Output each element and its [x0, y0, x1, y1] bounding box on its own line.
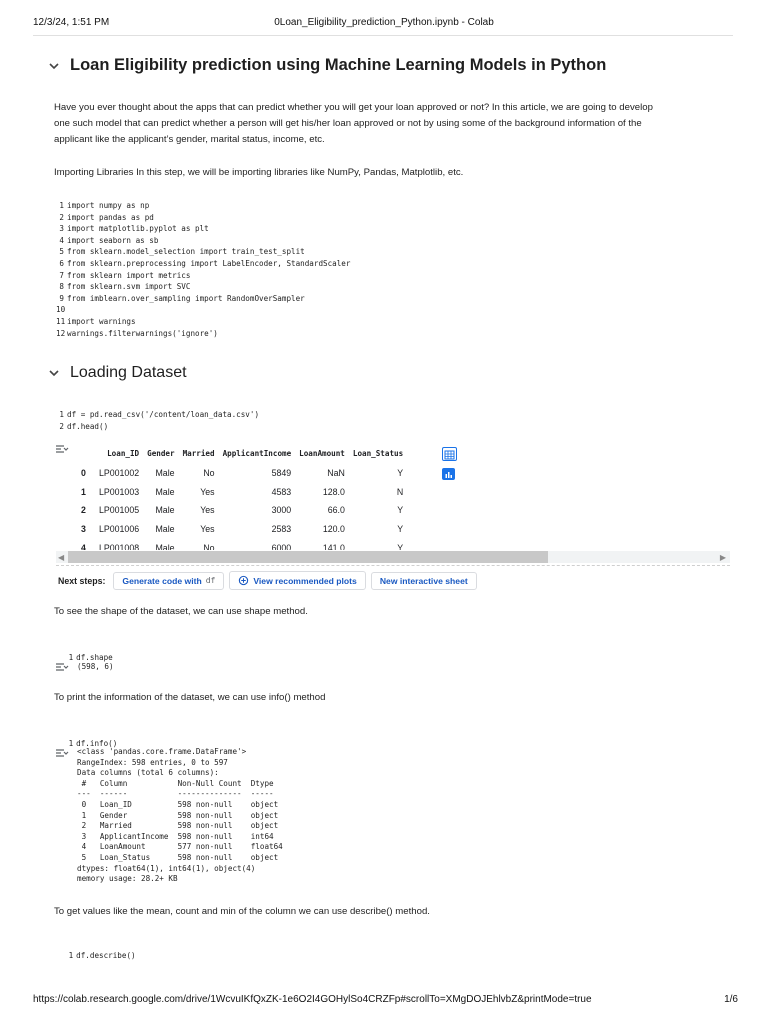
line-number: 1: [59, 410, 64, 419]
output-toggle-icon[interactable]: [55, 662, 69, 672]
divider: [56, 565, 730, 566]
line-number: 9: [59, 293, 64, 303]
print-title: 0Loan_Eligibility_prediction_Python.ipynb - Colab: [274, 17, 494, 28]
table-cell: Male: [143, 501, 178, 520]
table-cell: 66.0: [295, 501, 349, 520]
code-row: [56, 293, 350, 305]
table-cell: 4583: [219, 483, 296, 502]
section-heading-loan[interactable]: [48, 56, 606, 75]
code-cell-shape[interactable]: [56, 640, 113, 663]
shape-text: To see the shape of the dataset, we can use shape method.: [54, 606, 308, 617]
table-cell: 2583: [219, 520, 296, 539]
line-number: 1: [68, 950, 74, 960]
line-number: 7: [59, 270, 64, 280]
code-row: [56, 223, 350, 235]
table-row: [75, 538, 407, 550]
code-line: import pandas as pd: [67, 212, 154, 222]
output-line: 0 Loan_ID 598 non-null object: [77, 799, 283, 809]
table-cell: LP001006: [95, 520, 143, 539]
code-line: warnings.filterwarnings('ignore'): [67, 328, 218, 338]
new-sheet-button[interactable]: [371, 572, 477, 590]
chip-var: df: [205, 576, 216, 585]
code-row: [56, 212, 350, 224]
code-row: [56, 246, 350, 258]
line-number: 1: [68, 652, 74, 662]
line-number: 1: [59, 201, 64, 210]
line-number: 5: [59, 247, 64, 257]
code-line: from imblearn.over_sampling import RandomOverSampler: [67, 293, 305, 303]
table-cell: 2: [75, 501, 95, 520]
table-cell: NaN: [295, 464, 349, 483]
code-line: df.head(): [67, 421, 109, 431]
view-plots-button[interactable]: [229, 571, 365, 590]
column-header: LoanAmount: [299, 448, 345, 458]
line-number: 1: [68, 738, 74, 748]
output-line: 1 Gender 598 non-null object: [77, 810, 283, 820]
table-cell: Y: [349, 464, 407, 483]
code-line: from sklearn import metrics: [67, 270, 191, 280]
code-row: [56, 304, 350, 316]
table-cell: Y: [349, 538, 407, 550]
output-line: <class 'pandas.core.frame.DataFrame'>: [77, 747, 247, 756]
code-line: df.info(): [76, 738, 118, 748]
describe-text: To get values like the mean, count and min of the column we can use describe() method.: [54, 906, 430, 917]
table-row: [75, 464, 407, 483]
importing-text: Importing Libraries In this step, we will be importing libraries like NumPy, Pandas, Matplotlib, etc.: [54, 167, 464, 178]
table-cell: Yes: [179, 501, 219, 520]
info-text: To print the information of the dataset, we can use info() method: [54, 692, 326, 703]
output-line: RangeIndex: 598 entries, 0 to 597: [77, 757, 228, 767]
code-cell-imports[interactable]: [56, 200, 350, 339]
output-line: 3 ApplicantIncome 598 non-null int64: [77, 831, 283, 841]
next-steps-label: Next steps:: [58, 575, 106, 586]
scroll-left-icon[interactable]: ◀: [58, 553, 65, 562]
table-cell: LP001002: [95, 464, 143, 483]
generate-code-button[interactable]: [113, 572, 224, 590]
line-number: 6: [59, 258, 64, 268]
table-cell: 6000: [219, 538, 296, 550]
code-line: import warnings: [67, 316, 136, 326]
table-cell: Male: [143, 520, 178, 539]
section-title: Loan Eligibility prediction using Machine Learning Models in Python: [70, 56, 607, 74]
table-cell: No: [179, 538, 219, 550]
table-cell: LP001008: [95, 538, 143, 550]
table-cell: 128.0: [295, 483, 349, 502]
code-cell-info[interactable]: [56, 726, 117, 749]
chart-suggest-button[interactable]: [442, 468, 455, 480]
table-cell: Y: [349, 520, 407, 539]
code-row: [56, 200, 350, 212]
chevron-down-icon[interactable]: [48, 367, 60, 379]
output-toggle-icon[interactable]: [55, 444, 69, 454]
code-line: import numpy as np: [67, 201, 150, 210]
code-line: import matplotlib.pyplot as plt: [67, 224, 209, 234]
column-header: Loan_Status: [352, 448, 404, 458]
line-number: 12: [56, 328, 66, 338]
table-cell: N: [349, 483, 407, 502]
code-line: from sklearn.preprocessing import LabelEncoder, StandardScaler: [67, 258, 351, 268]
column-header: ApplicantIncome: [222, 448, 292, 458]
page-number: 1/6: [724, 994, 738, 1005]
chip-label: View recommended plots: [253, 575, 357, 586]
output-line: --- ------ -------------- -----: [77, 789, 283, 799]
code-row: [56, 281, 350, 293]
table-cell: Y: [349, 501, 407, 520]
code-cell-load[interactable]: [56, 409, 259, 432]
code-line: from sklearn.svm import SVC: [67, 282, 191, 292]
column-header: Gender: [147, 448, 175, 458]
table-cell: 5849: [219, 464, 296, 483]
table-cell: Male: [143, 483, 178, 502]
output-line: 4 LoanAmount 577 non-null float64: [77, 842, 283, 852]
intro-line: applicant like the applicant’s gender, marital status, income, etc.: [54, 134, 325, 145]
code-line: import seaborn as sb: [67, 235, 159, 245]
plot-icon: [238, 575, 249, 586]
table-view-button[interactable]: [442, 447, 457, 461]
code-row: [56, 235, 350, 247]
table-row: [75, 501, 407, 520]
table-cell: LP001003: [95, 483, 143, 502]
output-line: 5 Loan_Status 598 non-null object: [77, 852, 283, 862]
intro-line: one such model that can predict whether a person will get his/her loan approved or not by using some of the background information of the: [54, 118, 642, 129]
table-cell: LP001005: [95, 501, 143, 520]
code-row: [56, 316, 350, 328]
column-header: Married: [182, 448, 215, 458]
output-line: dtypes: float64(1), int64(1), object(4): [77, 863, 256, 873]
code-cell-describe[interactable]: [56, 938, 136, 961]
code-row: [56, 328, 350, 340]
chevron-down-icon[interactable]: [48, 60, 60, 72]
output-toggle-icon[interactable]: [55, 748, 69, 758]
table-cell: 141.0: [295, 538, 349, 550]
table-row: [75, 520, 407, 539]
line-number: 4: [59, 235, 64, 245]
code-line: df = pd.read_csv('/content/loan_data.csv'): [67, 410, 260, 419]
dataframe-table: [75, 442, 407, 550]
bar-chart-icon: [442, 469, 455, 481]
table-icon: [443, 449, 456, 461]
column-header: Loan_ID: [107, 448, 140, 458]
section-heading-dataset[interactable]: [48, 364, 187, 382]
table-cell: Male: [143, 464, 178, 483]
table-cell: 0: [75, 464, 95, 483]
line-number: 11: [56, 316, 66, 326]
column-header: [75, 442, 95, 464]
code-row: [56, 258, 350, 270]
table-cell: Yes: [179, 483, 219, 502]
code-row: [56, 270, 350, 282]
page-url: https://colab.research.google.com/drive/1WcvuIKfQxZK-1e6O2I4GOHylSo4CRZFp#scrollTo=XMgDOJEhlvbZ&printMode=true: [33, 994, 592, 1005]
line-number: 3: [59, 224, 64, 234]
code-line: from sklearn.model_selection import train_test_split: [67, 247, 305, 257]
table-cell: 120.0: [295, 520, 349, 539]
scroll-right-icon[interactable]: ▶: [719, 553, 726, 562]
print-date: 12/3/24, 1:51 PM: [33, 17, 110, 28]
chip-label: New interactive sheet: [379, 575, 468, 586]
line-number: 8: [59, 282, 64, 292]
intro-paragraph: [54, 100, 704, 148]
table-cell: 1: [75, 483, 95, 502]
chip-label: Generate code with: [122, 575, 202, 586]
section-title: Loading Dataset: [70, 364, 187, 381]
table-cell: Male: [143, 538, 178, 550]
line-number: 2: [59, 421, 64, 431]
line-number: 2: [59, 212, 64, 222]
code-row: [56, 409, 259, 421]
table-cell: 3: [75, 520, 95, 539]
scrollbar-thumb[interactable]: [68, 551, 548, 563]
table-cell: 4: [75, 538, 95, 550]
code-line: df.describe(): [76, 950, 136, 960]
table-cell: 3000: [219, 501, 296, 520]
info-output: [77, 747, 283, 885]
line-number: 10: [56, 305, 66, 315]
code-line: df.shape: [76, 652, 113, 662]
shape-output: (598, 6): [77, 662, 114, 671]
dataframe-output: [75, 442, 435, 550]
output-line: # Column Non-Null Count Dtype: [77, 778, 283, 788]
output-line: 2 Married 598 non-null object: [77, 821, 283, 831]
horizontal-scrollbar[interactable]: [56, 551, 730, 563]
table-row: [75, 483, 407, 502]
next-steps-bar: [58, 571, 482, 590]
table-cell: Yes: [179, 520, 219, 539]
table-cell: No: [179, 464, 219, 483]
intro-line: Have you ever thought about the apps that can predict whether you will get your loan approved or not? In this article, we are going to develop: [54, 102, 653, 113]
table-header-row: [75, 442, 407, 464]
output-line: memory usage: 28.2+ KB: [77, 874, 178, 884]
code-row: [56, 421, 259, 433]
output-line: Data columns (total 6 columns):: [77, 768, 219, 778]
divider: [33, 35, 733, 36]
